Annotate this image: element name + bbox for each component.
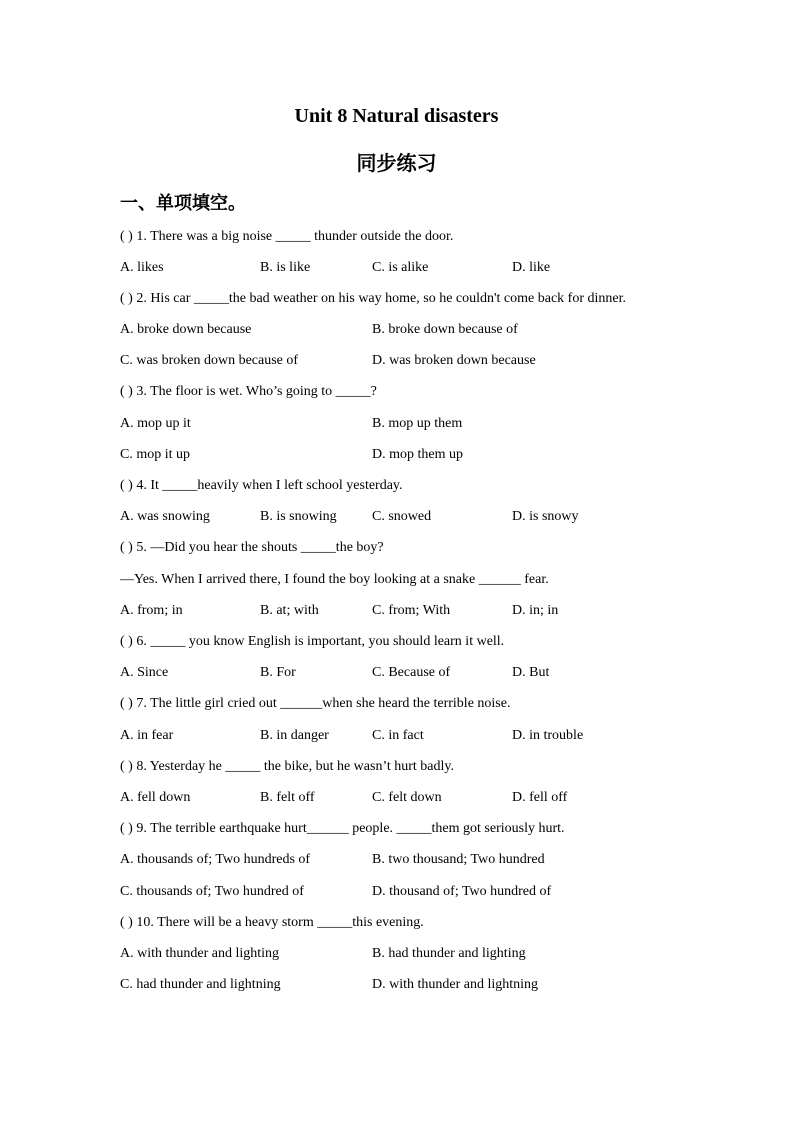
question-5-option-d: D. in; in xyxy=(512,603,559,618)
question-7-option-a: A. in fear xyxy=(120,728,174,743)
question-6-option-b: B. For xyxy=(260,665,296,680)
question-3-option-b: B. mop up them xyxy=(372,416,463,431)
question-9-option-c: C. thousands of; Two hundred of xyxy=(120,884,304,899)
question-2-stem: ( ) 2. His car _____the bad weather on his way home, so he couldn't come back for dinner. xyxy=(120,291,626,306)
question-1-option-b: B. is like xyxy=(260,260,311,275)
question-1-option-d: D. like xyxy=(512,260,551,275)
question-3-option-a: A. mop up it xyxy=(120,416,191,431)
question-8-option-c: C. felt down xyxy=(372,790,442,805)
question-7-option-c: C. in fact xyxy=(372,728,424,743)
document-subtitle: 同步练习 xyxy=(356,151,437,175)
question-8-option-a: A. fell down xyxy=(120,790,191,805)
section-heading: 一、单项填空。 xyxy=(120,193,246,214)
question-5-option-a: A. from; in xyxy=(120,603,183,618)
question-8-stem: ( ) 8. Yesterday he _____ the bike, but he wasn’t hurt badly. xyxy=(120,759,454,774)
question-5-stem: ( ) 5. —Did you hear the shouts _____the boy? xyxy=(120,540,384,555)
question-3-stem: ( ) 3. The floor is wet. Who’s going to _____? xyxy=(120,384,377,399)
question-2-option-d: D. was broken down because xyxy=(372,353,536,368)
question-9-option-d: D. thousand of; Two hundred of xyxy=(372,884,552,899)
document-title: Unit 8 Natural disasters xyxy=(294,105,499,127)
question-6-stem: ( ) 6. _____ you know English is important, you should learn it well. xyxy=(120,634,505,649)
question-4-option-d: D. is snowy xyxy=(512,509,579,524)
question-1-option-a: A. likes xyxy=(120,260,164,275)
question-4-option-c: C. snowed xyxy=(372,509,432,524)
question-7-option-b: B. in danger xyxy=(260,728,329,743)
question-9-option-b: B. two thousand; Two hundred xyxy=(372,852,545,867)
question-3-option-d: D. mop them up xyxy=(372,447,463,462)
question-10-option-b: B. had thunder and lighting xyxy=(372,946,526,961)
question-9-stem: ( ) 9. The terrible earthquake hurt______ people. _____them got seriously hurt. xyxy=(120,821,565,836)
question-8-option-b: B. felt off xyxy=(260,790,315,805)
question-10-option-a: A. with thunder and lighting xyxy=(120,946,280,961)
question-5-option-c: C. from; With xyxy=(372,603,451,618)
question-2-option-b: B. broke down because of xyxy=(372,322,518,337)
question-8-option-d: D. fell off xyxy=(512,790,568,805)
question-9-option-a: A. thousands of; Two hundreds of xyxy=(120,852,311,867)
question-5-option-b: B. at; with xyxy=(260,603,319,618)
question-1-option-c: C. is alike xyxy=(372,260,429,275)
question-6-option-c: C. Because of xyxy=(372,665,451,680)
question-7-stem: ( ) 7. The little girl cried out ______when she heard the terrible noise. xyxy=(120,696,511,711)
question-2-option-a: A. broke down because xyxy=(120,322,252,337)
question-4-stem: ( ) 4. It _____heavily when I left school yesterday. xyxy=(120,478,403,493)
question-4-option-b: B. is snowing xyxy=(260,509,337,524)
question-5-stem-2: —Yes. When I arrived there, I found the boy looking at a snake ______ fear. xyxy=(120,572,549,587)
question-6-option-d: D. But xyxy=(512,665,550,680)
question-10-stem: ( ) 10. There will be a heavy storm _____this evening. xyxy=(120,915,424,930)
question-7-option-d: D. in trouble xyxy=(512,728,584,743)
question-4-option-a: A. was snowing xyxy=(120,509,210,524)
question-10-option-c: C. had thunder and lightning xyxy=(120,977,281,992)
question-6-option-a: A. Since xyxy=(120,665,169,680)
question-3-option-c: C. mop it up xyxy=(120,447,191,462)
question-10-option-d: D. with thunder and lightning xyxy=(372,977,539,992)
question-1-stem: ( ) 1. There was a big noise _____ thunder outside the door. xyxy=(120,229,454,244)
question-2-option-c: C. was broken down because of xyxy=(120,353,299,368)
